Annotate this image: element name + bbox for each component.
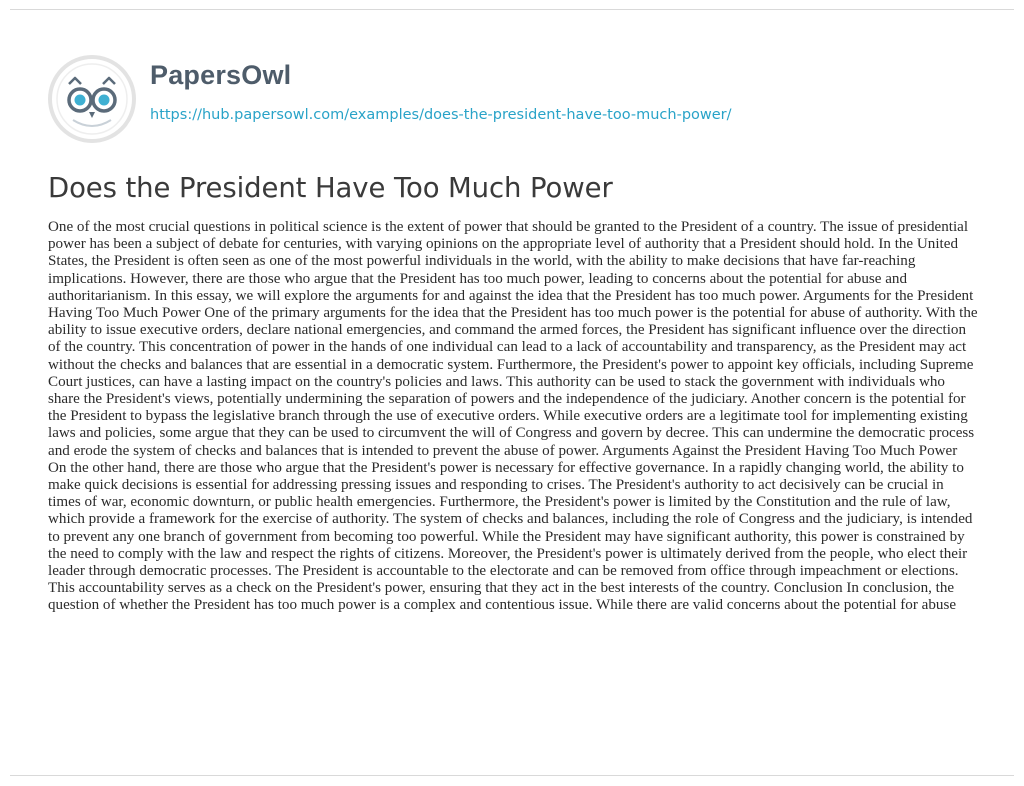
page-header: [47, 52, 1007, 142]
page-title: Does the President Have Too Much Power: [48, 172, 613, 204]
bottom-divider: [10, 775, 1014, 776]
article-body: One of the most crucial questions in political science is the extent of power that should be granted to the President of a country. The issue of presidential power has been a subject of debate for centuries, with varying opinions on the appropriate level of authority that a President should hold. In the United States, the President is often seen as one of the most powerful individuals in the world, with the ability to make decisions that have far-reaching implications. However, there are those who argue that the President has too much power, leading to concerns about the potential for abuse and authoritarianism. In this essay, we will explore the arguments for and against the idea that the President has too much power. Arguments for the President Having Too Much Power One of the primary arguments for the idea that the President has too much power is the potential for abuse of authority. With the ability to issue executive orders, declare national emergencies, and command the armed forces, the President has significant influence over the direction of the country. This concentration of power in the hands of one individual can lead to a lack of accountability and transparency, as the President may act without the checks and balances that are essential in a democratic system. Furthermore, the President's power to appoint key officials, including Supreme Court justices, can have a lasting impact on the country's policies and laws. This authority can be used to stack the government with individuals who share the President's views, potentially undermining the separation of powers and the independence of the judiciary. Another concern is the potential for the President to bypass the legislative branch through the use of executive orders. While executive orders are a legitimate tool for implementing existing laws and policies, some argue that they can be used to circumvent the will of Congress and govern by decree. This can undermine the democratic process and erode the system of checks and balances that is intended to prevent the abuse of power. Arguments Against the President Having Too Much Power On the other hand, there are those who argue that the President's power is necessary for effective governance. In a rapidly changing world, the ability to make quick decisions is essential for addressing pressing issues and responding to crises. The President's authority to act decisively can be crucial in times of war, economic downturn, or public health emergencies. Furthermore, the President's power is limited by the Constitution and the rule of law, which provide a framework for the exercise of authority. The system of checks and balances, including the role of Congress and the judiciary, is intended to prevent any one branch of government from becoming too powerful. While the President may have significant authority, this power is constrained by the need to comply with the law and respect the rights of citizens. Moreover, the President's power is ultimately derived from the people, who elect their leader through democratic processes. The President is accountable to the electorate and can be removed from office through impeachment or elections. This accountability serves as a check on the President's power, ensuring that they act in the best interests of the country. Conclusion In conclusion, the question of whether the President has too much power is a complex and contentious issue. While there are valid concerns about the potential for abuse: [48, 219, 978, 614]
source-url-link[interactable]: https://hub.papersowl.com/examples/does-the-president-have-too-much-power/: [150, 107, 732, 123]
top-divider: [10, 9, 1014, 10]
owl-icon: [47, 54, 137, 144]
brand-name: PapersOwl: [150, 60, 292, 90]
